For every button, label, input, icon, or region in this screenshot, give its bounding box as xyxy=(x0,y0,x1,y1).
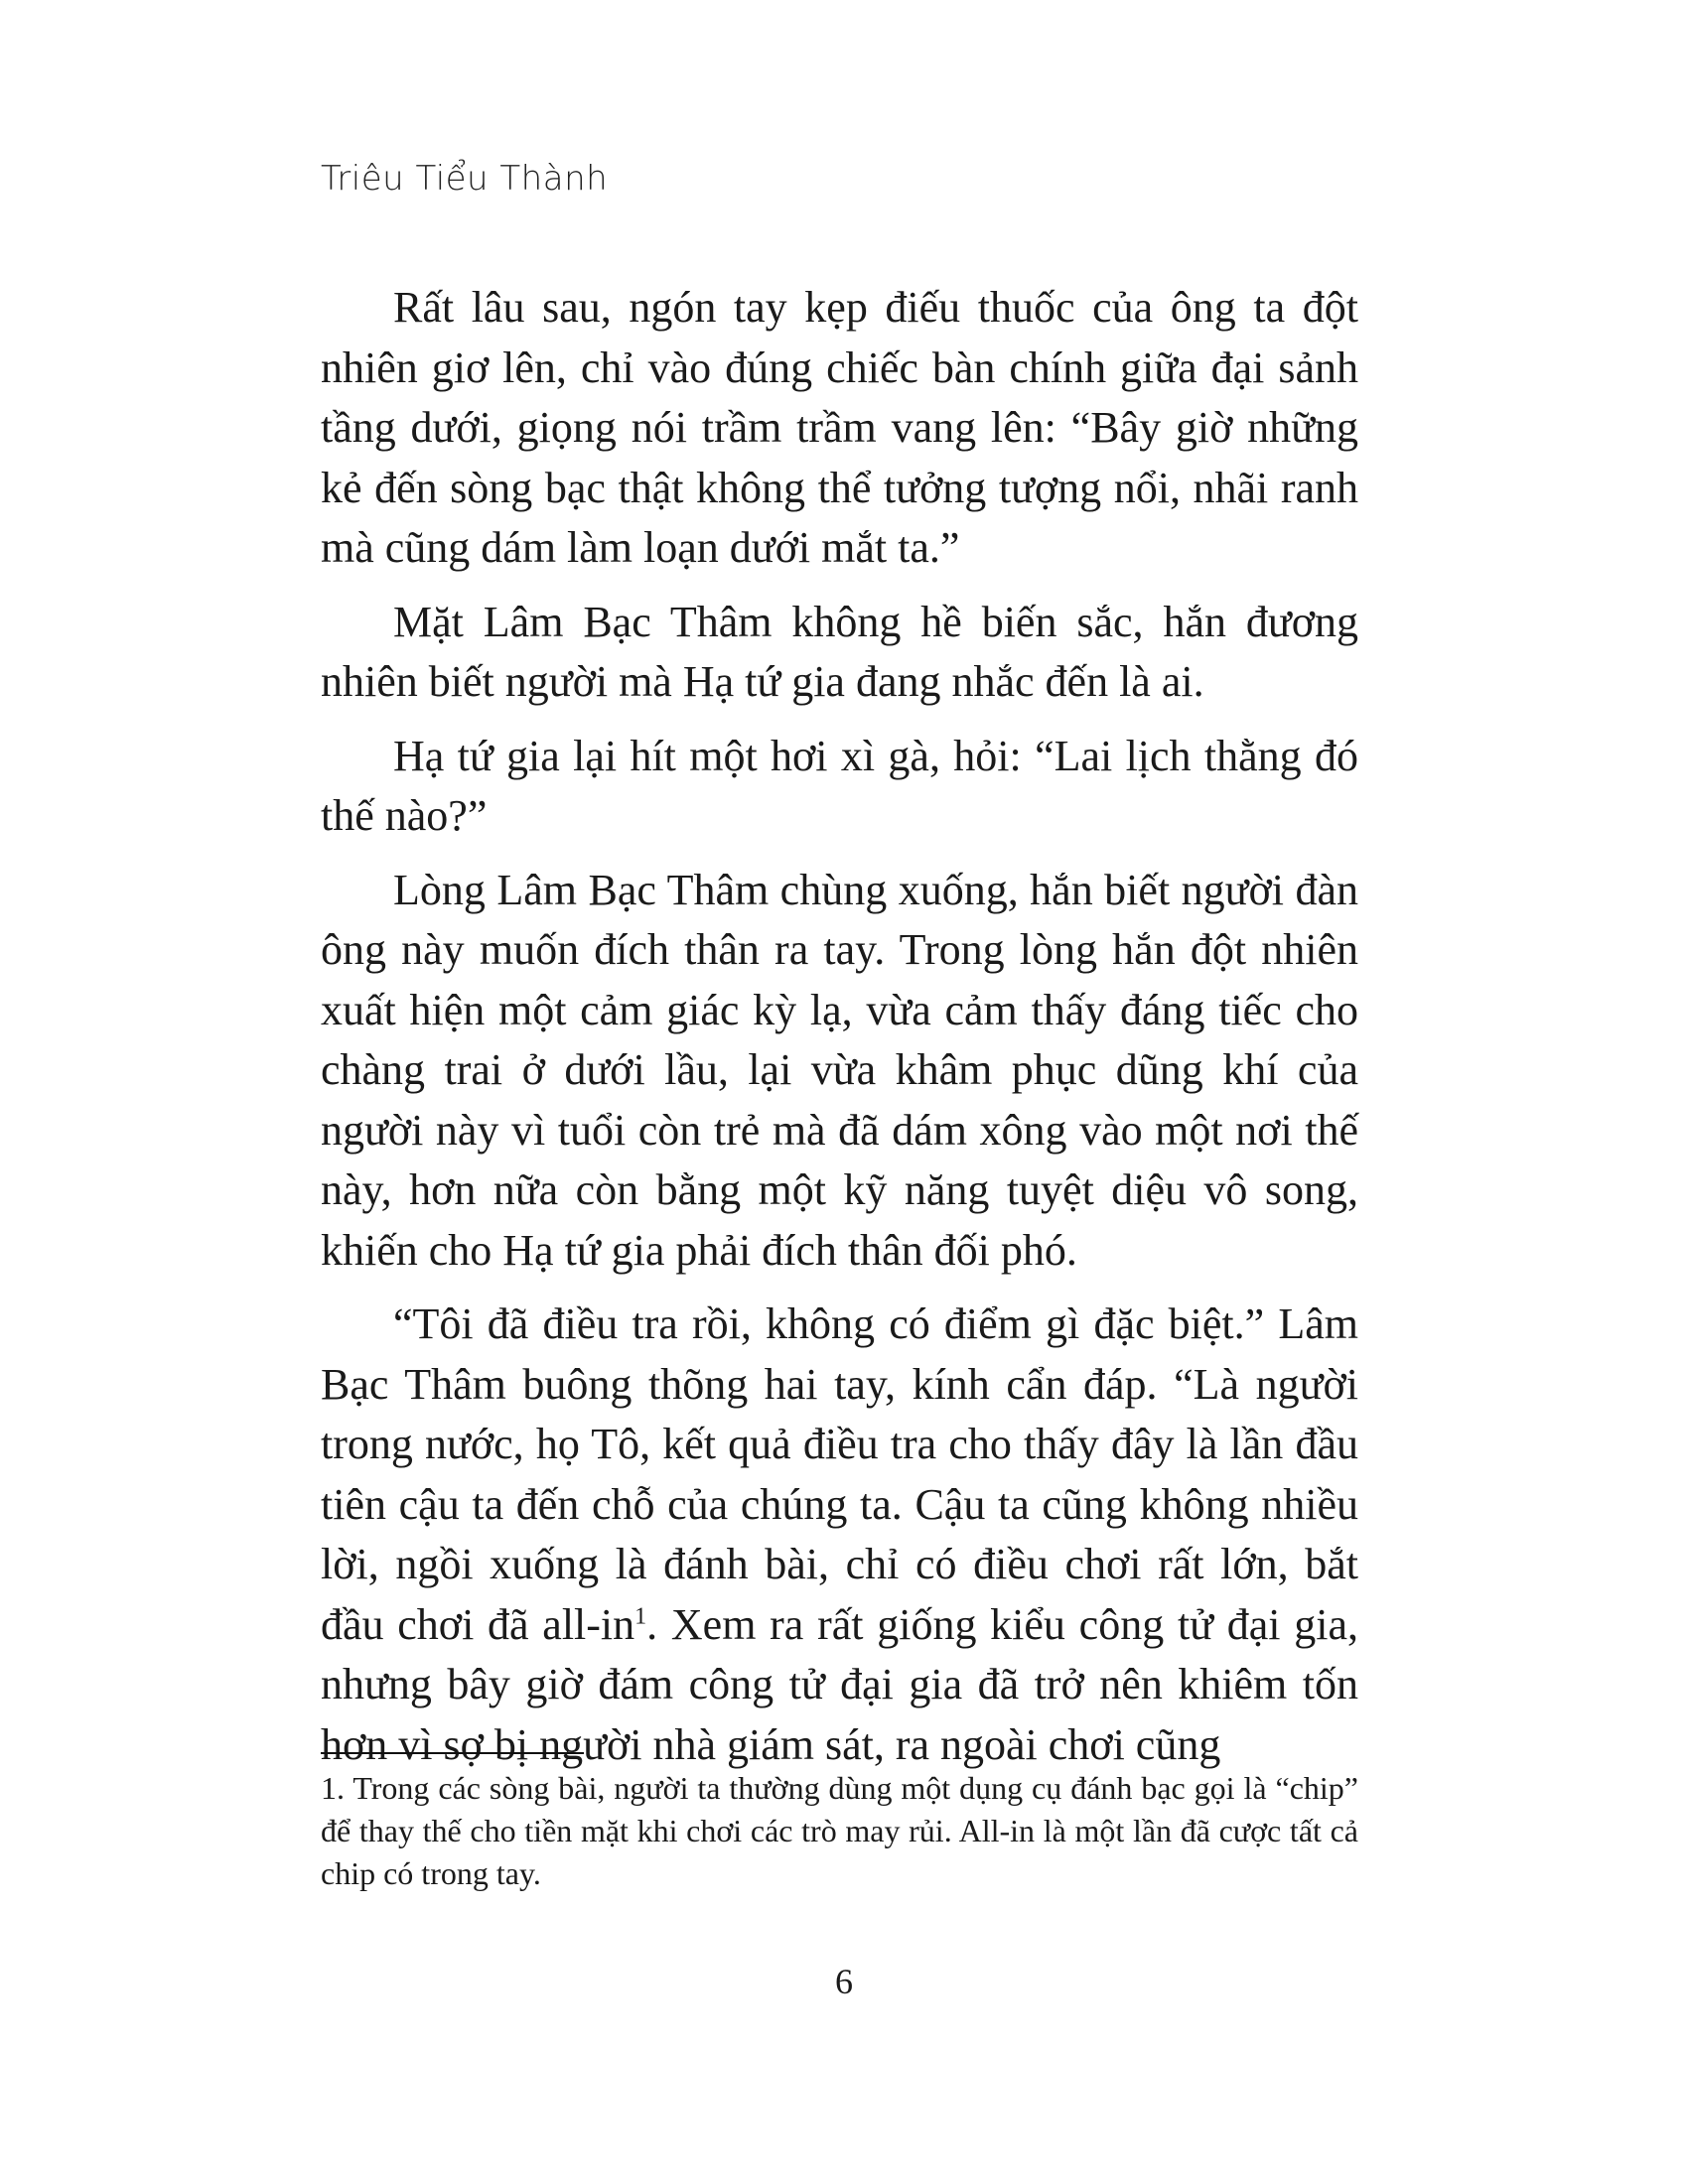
footnote-text: 1. Trong các sòng bài, người ta thường dùng một dụng cụ đánh bạc gọi là “chip” để thay thế cho tiền mặt khi chơi các trò may rủi. All-in là một lần đã cược tất cả chip có trong tay. xyxy=(321,1770,1358,1891)
page-number: 6 xyxy=(835,1962,853,2001)
paragraph-1: Rất lâu sau, ngón tay kẹp điếu thuốc của ông ta đột nhiên giơ lên, chỉ vào đúng chiếc bàn chính giữa đại sảnh tầng dưới, giọng nói trầm trầm vang lên: “Bây giờ những kẻ đến sòng bạc thật không thể tưởng tượng nổi, nhãi ranh mà cũng dám làm loạn dưới mắt ta.” xyxy=(321,283,1358,572)
paragraph-4: Lòng Lâm Bạc Thâm chùng xuống, hắn biết người đàn ông này muốn đích thân ra tay. Trong lòng hắn đột nhiên xuất hiện một cảm giác kỳ lạ, vừa cảm thấy đáng tiếc cho chàng trai ở dưới lầu, lại vừa khâm phục dũng khí của người này vì tuổi còn trẻ mà đã dám xông vào một nơi thế này, hơn nữa còn bằng một kỹ năng tuyệt diệu vô song, khiến cho Hạ tứ gia phải đích thân đối phó. xyxy=(321,865,1358,1275)
body-text xyxy=(321,278,1358,1789)
footnote-reference[interactable]: 1 xyxy=(634,1602,647,1629)
footnote xyxy=(321,1767,1358,1895)
paragraph-5-part-1: “Tôi đã điều tra rồi, không có điểm gì đặc biệt.” Lâm Bạc Thâm buông thõng hai tay, kính cẩn đáp. “Là người trong nước, họ Tô, kết quả điều tra cho thấy đây là lần đầu tiên cậu ta đến chỗ của chúng ta. Cậu ta cũng không nhiều lời, ngồi xuống là đánh bài, chỉ có điều chơi rất lớn, bắt đầu chơi đã all-in xyxy=(321,1299,1358,1649)
footnote-divider xyxy=(321,1752,584,1754)
running-header: Triêu Tiểu Thành xyxy=(321,159,609,199)
paragraph-2: Mặt Lâm Bạc Thâm không hề biến sắc, hắn đương nhiên biết người mà Hạ tứ gia đang nhắc đến là ai. xyxy=(321,597,1358,706)
paragraph-3: Hạ tứ gia lại hít một hơi xì gà, hỏi: “Lai lịch thằng đó thế nào?” xyxy=(321,731,1358,840)
paragraph-5 xyxy=(321,1295,1358,1775)
paragraph-5-part-2: . Xem ra rất giống kiểu công tử đại gia, nhưng bây giờ đám công tử đại gia đã trở nên khiêm tốn hơn vì sợ bị người nhà giám sát, ra ngoài chơi cũng xyxy=(321,1599,1358,1769)
